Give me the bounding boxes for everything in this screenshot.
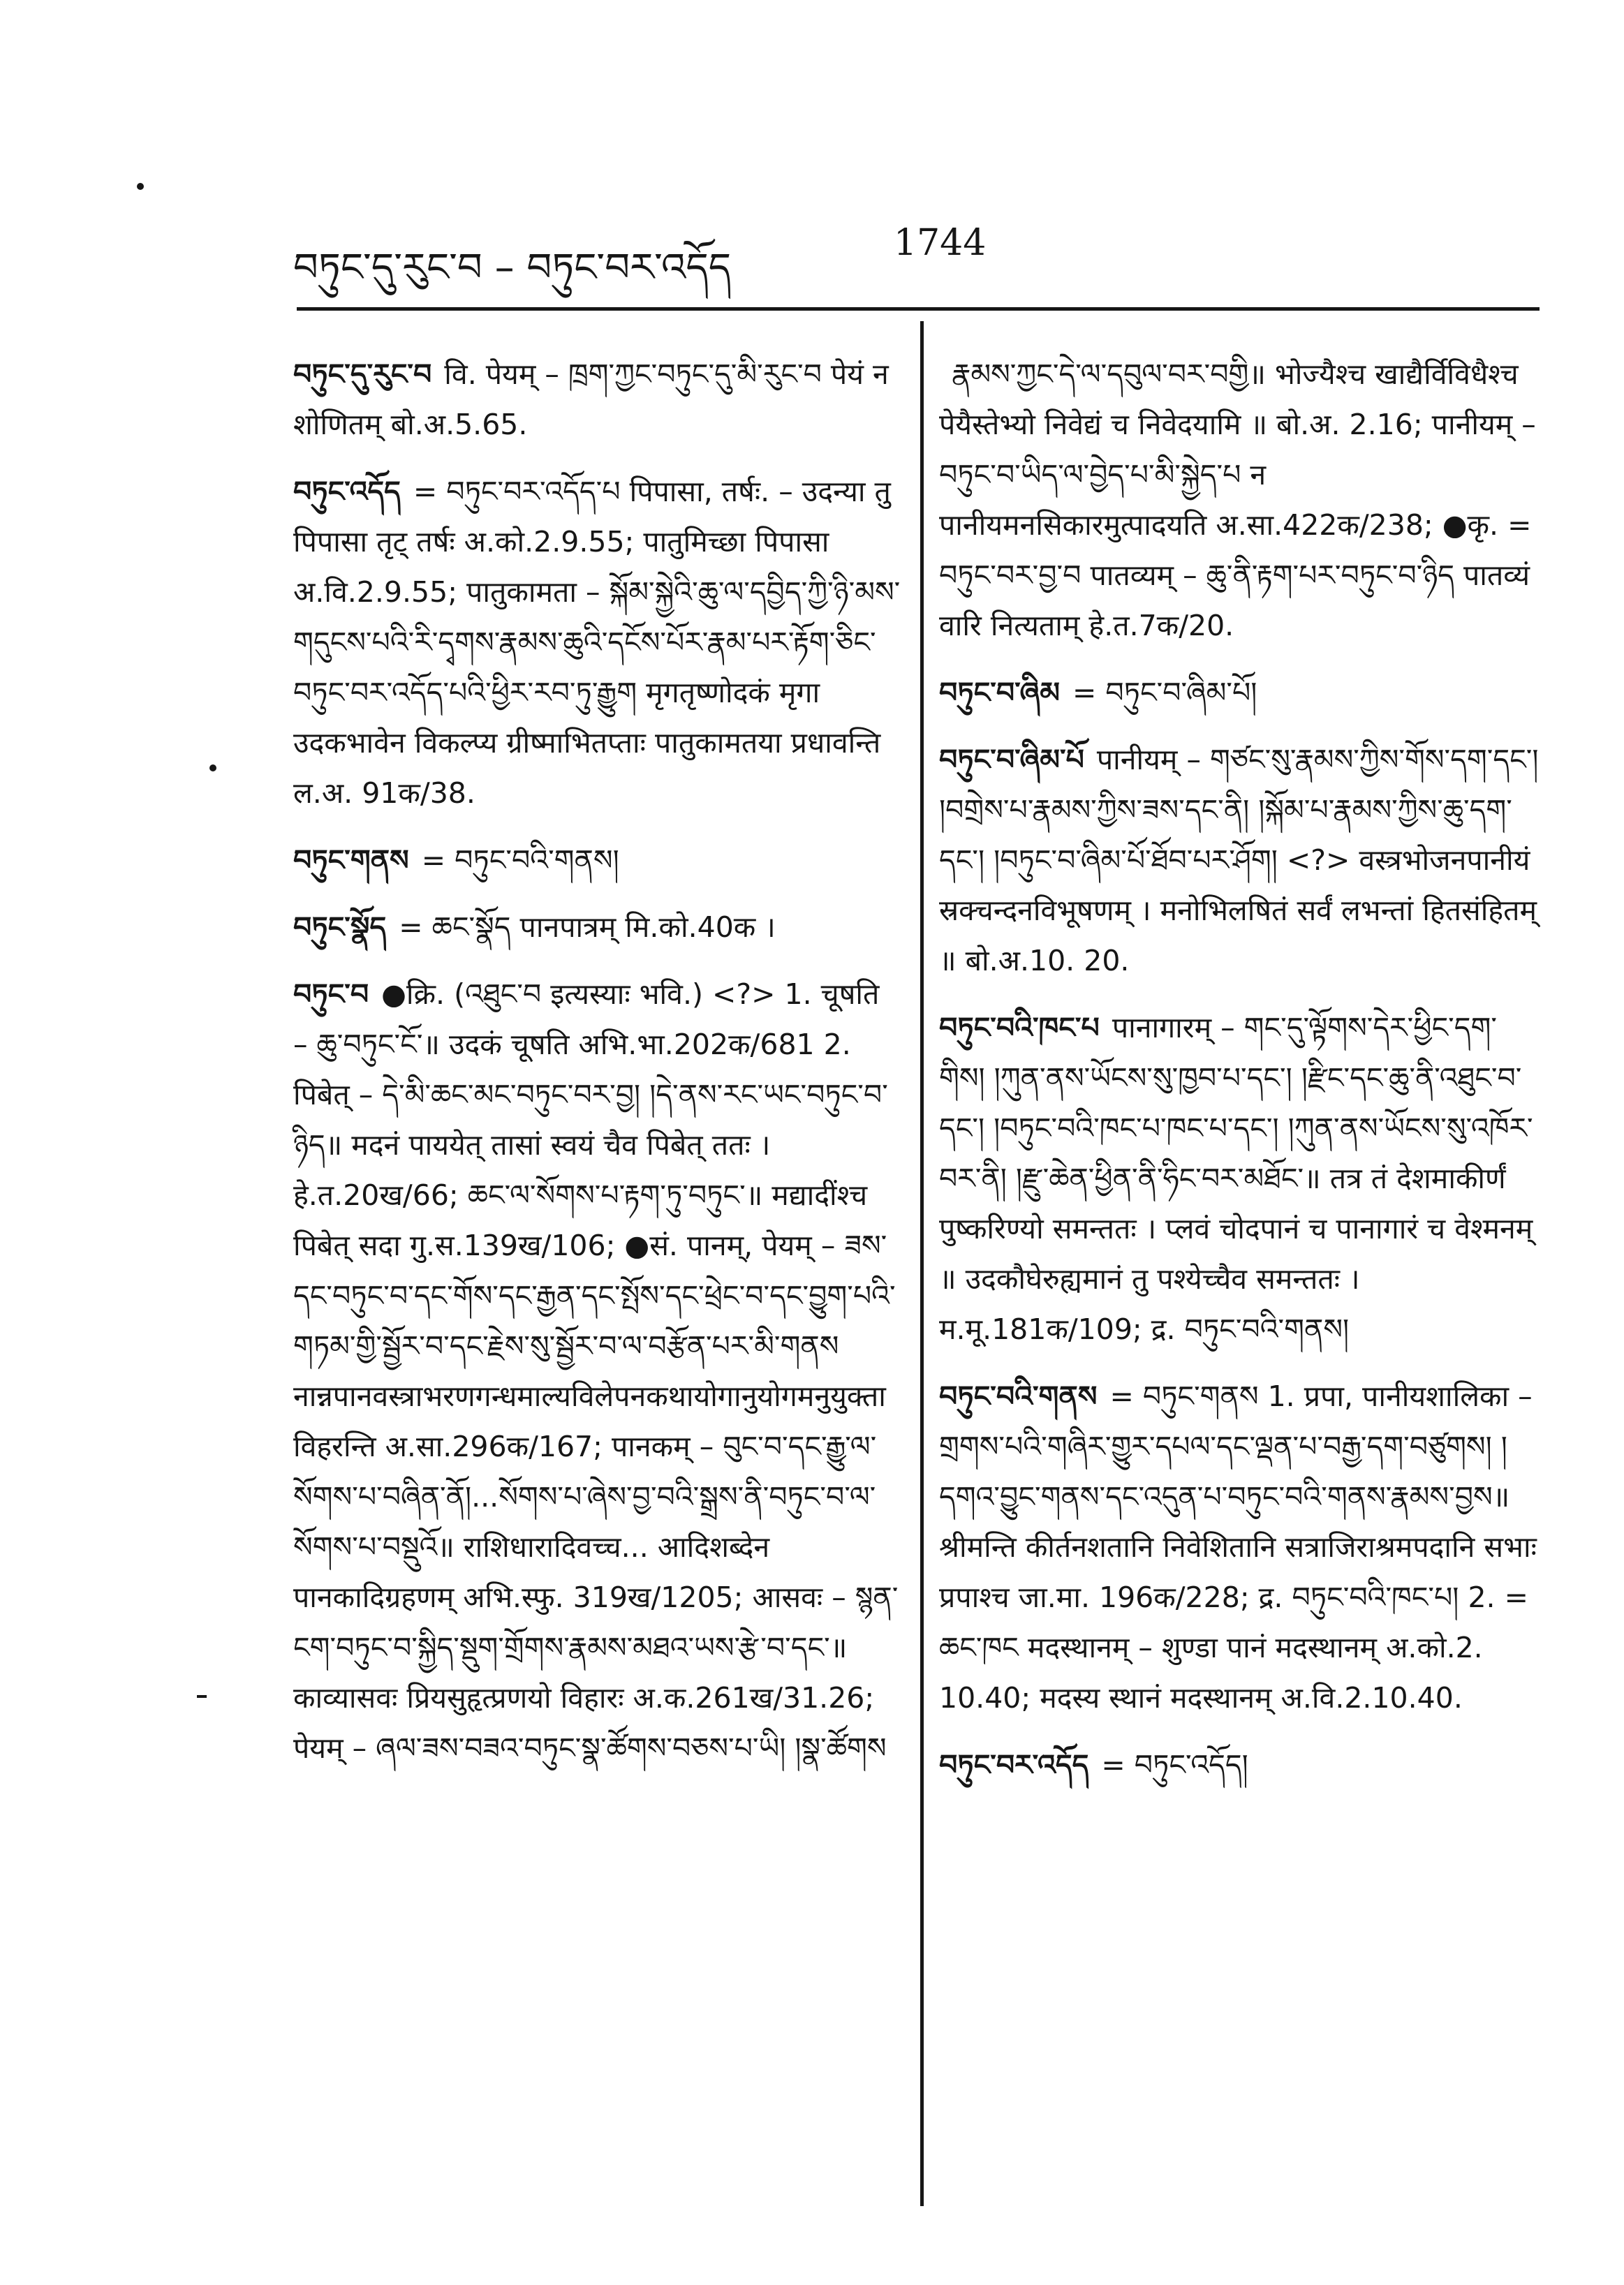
- headword: བཏུང་བ་ཞིམ: [939, 676, 1060, 709]
- entry-text: = བཏུང་འདོད།: [1101, 1748, 1248, 1782]
- entry-text: ●क्रि. (འཐུང་བ इत्यस्याः भवि.) <?> 1. चूषति – ཆུ་བཏུང་ངོ་॥ उदकं चूषति अभि.भा.202क/681 2. पिबेत् – དེ་མི་ཆང་མང་བཏུང་བར་བྱ། །དེ་ནས་རང་ཡང་བཏུང་བ་ཉིད॥ मदनं पाययेत् तासां स्वयं चैव पिबेत् ततः । हे.त.20ख/66; ཆང་ལ་སོགས་པ་རྟག་ཏུ་བཏུང་॥ मद्यादींश्च पिबेत् सदा गु.स.139ख/106; ●सं. पानम्, पेयम् – ཟས་དང་བཏུང་བ་དང་གོས་དང་རྒྱན་དང་སྤོས་དང་ཕྲེང་བ་དང་བྱུག་པའི་གཏམ་གྱི་སྦྱོར་བ་དང་རྗེས་སུ་སྦྱོར་བ་ལ་བརྩོན་པར་མི་གནས नान्नपानवस्त्राभरणगन्धमाल्यविलेपनकथायोगानुयोगमनुयुक्ता विहरन्ति अ.सा.296क/167; पानकम् – བུང་བ་དང་རྒྱུ་ལ་སོགས་པ་བཞིན་ནོ།...སོགས་པ་ཞེས་བྱ་བའི་སྒྲས་ནི་བཏུང་བ་ལ་སོགས་པ་བསྡུའོ॥ राशिधारादिवच्च... आदिशब्देन पानकादिग्रहणम् अभि.स्फु. 319ख/1205; आसवः – སྙན་ངག་བཏུང་བ་སྐྱིད་སྡུག་གྲོགས་རྣམས་མཐའ་ཡས་རྩེ་བ་དང་॥ काव्यासवः प्रियसुहृत्प्रणयो विहारः अ.क.261ख/31.26; पेयम् – ཞལ་ཟས་བཟའ་བཏུང་སྣ་ཚོགས་བཅས་པ་ཡི། །སྣ་ཚོགས: [293, 977, 899, 1765]
- entry-text: རྣམས་ཀྱང་དེ་ལ་དབུལ་བར་བགྱི॥ भोज्यैश्च खाद्यैर्विविधैश्च पेयैस्तेभ्यो निवेद्यं च निवेदयामि ॥ बो.अ. 2.16; पानीयम् – བཏུང་བ་ཡིད་ལ་བྱེད་པ་མི་སྐྱེད་པ न पानीयमनसिकारमुत्पादयति अ.सा.422क/238; ●कृ. = བཏུང་བར་བྱ་བ पातव्यम् – ཆུ་ནི་རྟག་པར་བཏུང་བ་ཉིད पातव्यं वारि नित्यताम् हे.त.7क/20.: [939, 357, 1545, 642]
- entry-text: = བཏུང་བའི་གནས།: [421, 843, 619, 877]
- entry-text: = ཆང་སྣོད पानपात्रम् मि.को.40क ।: [399, 910, 776, 944]
- left-column: [293, 349, 901, 1790]
- dictionary-entry: [293, 466, 901, 818]
- dictionary-entry: [293, 835, 901, 885]
- dictionary-entry: [939, 667, 1540, 718]
- dictionary-entry: [939, 349, 1545, 651]
- headword: བཏུང་དུ་རུང་བ: [293, 357, 432, 391]
- header-rule: [297, 307, 1540, 311]
- page-header: [293, 216, 1550, 293]
- dictionary-entry: [939, 1003, 1540, 1354]
- headword: བཏུང་བའི་ཁང་པ: [939, 1011, 1100, 1044]
- entry-text: पानागारम् – གང་དུ་ལྟོགས་དེར་ཕྱིང་དག་གིས། །ཀུན་ནས་ཡོངས་སུ་ཁྱབ་པ་དང་། །རྫིང་དང་ཆུ་ནི་འཐུང་བ་དང་། །བཏུང་བའི་ཁང་པ་ཁང་པ་དང་། །ཀུན་ནས་ཡོངས་སུ་འཁོར་བར་ནི། །རྫུ་ཆེན་ཕྱིན་ནི་ཧིང་བར་མཐོང་॥ तत्र तं देशमाकीर्णं पुष्करिण्यो समन्ततः । प्लवं चोदपानं च पानागारं च वेश्मनम् ॥ उदकौघेरुह्यमानं तु पश्येच्चैव समन्ततः । म.मू.181क/109; द्र. བཏུང་བའི་གནས།: [939, 1011, 1542, 1346]
- headword: བཏུང་བའི་གནས: [939, 1380, 1098, 1413]
- dictionary-entry: [293, 969, 901, 1773]
- header-guide-words: བཏུང་དུ་རུང་བ – བཏུང་བར་འདོད: [293, 245, 732, 290]
- entry-text: = བཏུང་བར་འདོད་པ पिपासा, तर्षः. – उदन्या तु पिपासा तृट् तर्षः अ.को.2.9.55; पातुमिच्छा पिपासा अ.वि.2.9.55; पातुकामता – སྐོམ་སྐྱེའི་ཆུ་ལ་དབྱིད་ཀྱི་ཉི་མས་གདུངས་པའི་རི་དྭགས་རྣམས་ཆུའི་དངོས་པོར་རྣམ་པར་རྟོག་ཅིང་བཏུང་བར་འདོད་པའི་ཕྱིར་རབ་ཏུ་རྒྱུག मृगतृष्णोदकं मृगा उदकभावेन विकल्प्य ग्रीष्माभितप्ताः पातुकामतया प्रधावन्ति ल.अ. 91क/38.: [293, 475, 901, 810]
- dictionary-entry: [939, 734, 1548, 986]
- headword: བཏུང་བ: [293, 977, 369, 1011]
- entry-text: वि. पेयम् – ཁྲག་ཀྱང་བཏུང་དུ་མི་རུང་བ पेयं न शोणितम् बो.अ.5.65.: [293, 357, 898, 441]
- dictionary-entry: [939, 1371, 1546, 1723]
- column-divider: [920, 321, 924, 2206]
- dictionary-entry: [293, 902, 901, 952]
- dictionary-entry: [293, 349, 901, 450]
- dictionary-entry: [939, 1740, 1540, 1790]
- scan-speck: [137, 183, 144, 190]
- entry-text: = བཏུང་བ་ཞིམ་པོ།: [1072, 676, 1257, 709]
- right-column: [939, 349, 1548, 1807]
- headword: བཏུང་བར་འདོད: [939, 1748, 1089, 1782]
- headword: བཏུང་འདོད: [293, 475, 401, 508]
- headword: བཏུང་བ་ཞིམ་པོ: [939, 743, 1084, 776]
- headword: བཏུང་སྣོད: [293, 910, 387, 944]
- scan-speck: [209, 764, 216, 771]
- scan-speck: [197, 1695, 207, 1698]
- page-number: 1744: [894, 222, 987, 264]
- entry-text: पानीयम् – གཙང་སུ་རྣམས་ཀྱིས་གོས་དག་དང་། །བགྲེས་པ་རྣམས་ཀྱིས་ཟས་དང་ནི། །སྐོམ་པ་རྣམས་ཀྱིས་ཆུ་དག་དང་། །བཏུང་བ་ཞིམ་པོ་ཐོབ་པར་ཤོག། <?> वस्त्रभोजनपानीयं स्रक्चन्दनविभूषणम् । मनोभिलषितं सर्वं लभन्तां हितसंहितम् ॥ बो.अ.10. 20.: [939, 743, 1548, 977]
- entry-text: = བཏུང་གནས 1. प्रपा, पानीयशालिका – གྲགས་པའི་གཞིར་གྱུར་དཔལ་དང་ལྡན་པ་བརྒྱ་དག་བཙུགས། །དགའ་བྱུང་གནས་དང་འདུན་པ་བཏུང་བའི་གནས་རྣམས་བྱས॥ श्रीमन्ति कीर्तनशतानि निवेशितानि सत्राजिराश्रमपदानि सभाः प्रपाश्च जा.मा. 196क/228; द्र. བཏུང་བའི་ཁང་པ། 2. = ཆང་ཁང मदस्थानम् – शुण्डा पानं मदस्थानम् अ.को.2. 10.40; मदस्य स्थानं मदस्थानम् अ.वि.2.10.40.: [939, 1380, 1546, 1715]
- headword: བཏུང་གནས: [293, 843, 409, 877]
